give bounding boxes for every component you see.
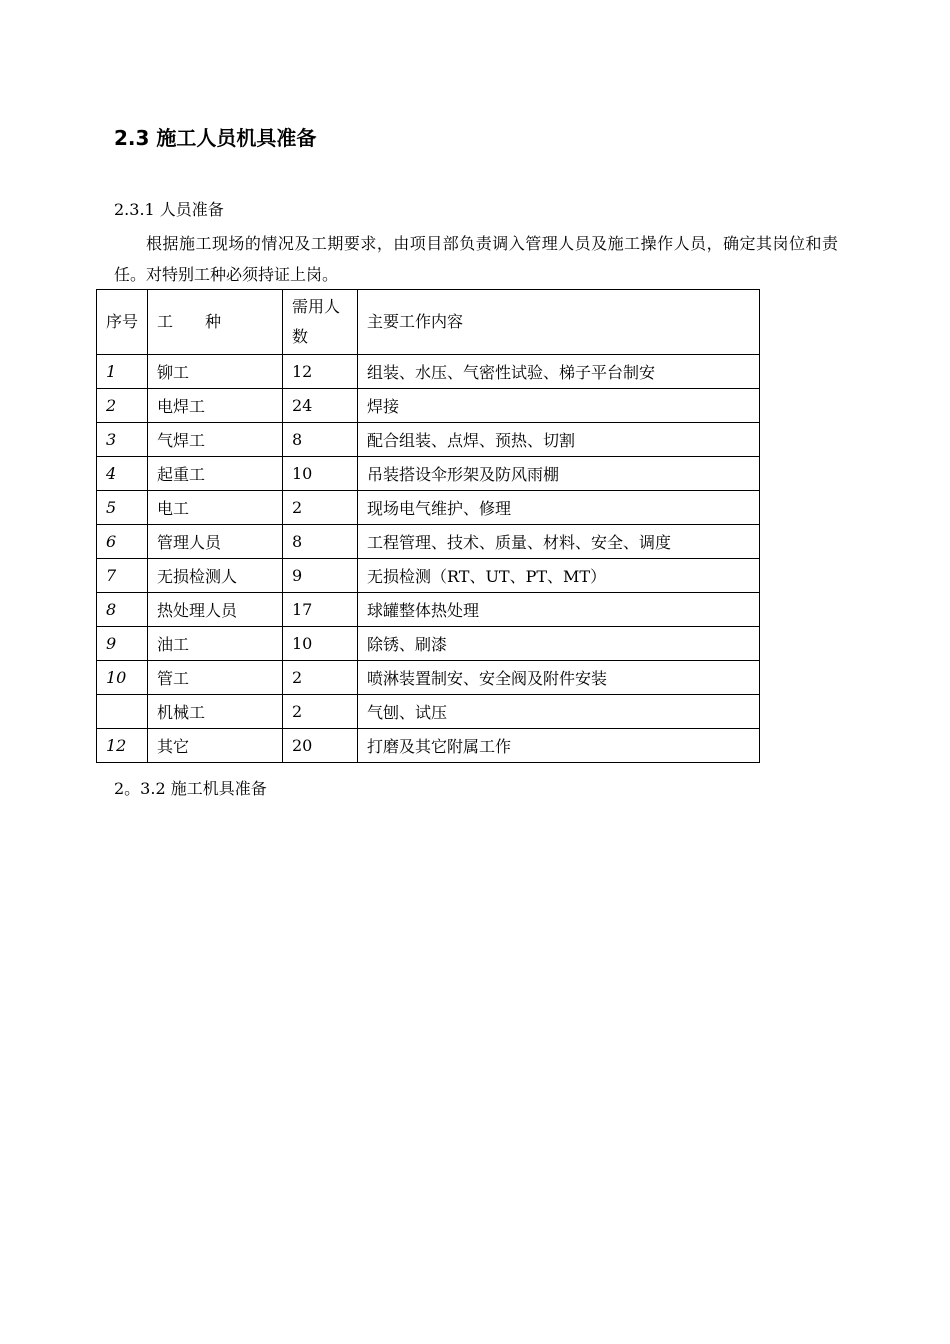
cell-no: 4 <box>97 457 148 491</box>
table-row <box>97 525 760 559</box>
cell-content: 焊接 <box>358 389 760 423</box>
table-row <box>97 457 760 491</box>
table-row <box>97 661 760 695</box>
cell-count: 10 <box>283 457 358 491</box>
cell-type: 管工 <box>148 661 283 695</box>
cell-type: 电工 <box>148 491 283 525</box>
cell-content: 喷淋装置制安、安全阀及附件安装 <box>358 661 760 695</box>
cell-content: 打磨及其它附属工作 <box>358 729 760 763</box>
header-content: 主要工作内容 <box>358 290 760 355</box>
page-title: 2.3 施工人员机具准备 <box>114 126 317 150</box>
staffing-table <box>96 289 760 763</box>
cell-type: 油工 <box>148 627 283 661</box>
cell-content: 工程管理、技术、质量、材料、安全、调度 <box>358 525 760 559</box>
cell-no: 3 <box>97 423 148 457</box>
header-type: 工 种 <box>148 290 283 355</box>
cell-count: 10 <box>283 627 358 661</box>
cell-type: 气焊工 <box>148 423 283 457</box>
table-row <box>97 355 760 389</box>
cell-count: 20 <box>283 729 358 763</box>
cell-no: 5 <box>97 491 148 525</box>
cell-no: 7 <box>97 559 148 593</box>
cell-content: 组装、水压、气密性试验、梯子平台制安 <box>358 355 760 389</box>
cell-type: 电焊工 <box>148 389 283 423</box>
cell-no: 12 <box>97 729 148 763</box>
cell-count: 2 <box>283 695 358 729</box>
cell-type: 热处理人员 <box>148 593 283 627</box>
table-row <box>97 559 760 593</box>
section-title-equipment: 2。3.2 施工机具准备 <box>114 779 267 798</box>
cell-count: 24 <box>283 389 358 423</box>
cell-count: 2 <box>283 661 358 695</box>
cell-type: 机械工 <box>148 695 283 729</box>
cell-type: 铆工 <box>148 355 283 389</box>
table-row <box>97 389 760 423</box>
cell-content: 除锈、刷漆 <box>358 627 760 661</box>
cell-no <box>97 695 148 729</box>
table-row <box>97 695 760 729</box>
header-no: 序号 <box>97 290 148 355</box>
cell-type: 其它 <box>148 729 283 763</box>
cell-content: 配合组装、点焊、预热、切割 <box>358 423 760 457</box>
section-title-personnel: 2.3.1 人员准备 <box>114 200 224 219</box>
table-row <box>97 729 760 763</box>
cell-count: 12 <box>283 355 358 389</box>
table-header-row <box>97 290 760 355</box>
intro-paragraph: 根据施工现场的情况及工期要求，由项目部负责调入管理人员及施工操作人员，确定其岗位和责任。对特别工种必须持证上岗。 <box>114 234 838 284</box>
cell-count: 8 <box>283 525 358 559</box>
cell-content: 无损检测（RT、UT、PT、MT） <box>358 559 760 593</box>
cell-type: 管理人员 <box>148 525 283 559</box>
cell-content: 球罐整体热处理 <box>358 593 760 627</box>
cell-no: 9 <box>97 627 148 661</box>
table-row <box>97 491 760 525</box>
cell-no: 8 <box>97 593 148 627</box>
cell-no: 10 <box>97 661 148 695</box>
header-count: 需用人数 <box>283 290 358 355</box>
cell-count: 2 <box>283 491 358 525</box>
cell-count: 17 <box>283 593 358 627</box>
table-row <box>97 593 760 627</box>
table-row <box>97 627 760 661</box>
cell-content: 吊装搭设伞形架及防风雨棚 <box>358 457 760 491</box>
cell-no: 2 <box>97 389 148 423</box>
cell-count: 9 <box>283 559 358 593</box>
cell-count: 8 <box>283 423 358 457</box>
cell-content: 气刨、试压 <box>358 695 760 729</box>
cell-type: 无损检测人 <box>148 559 283 593</box>
table-row <box>97 423 760 457</box>
cell-type: 起重工 <box>148 457 283 491</box>
cell-content: 现场电气维护、修理 <box>358 491 760 525</box>
cell-no: 6 <box>97 525 148 559</box>
cell-no: 1 <box>97 355 148 389</box>
